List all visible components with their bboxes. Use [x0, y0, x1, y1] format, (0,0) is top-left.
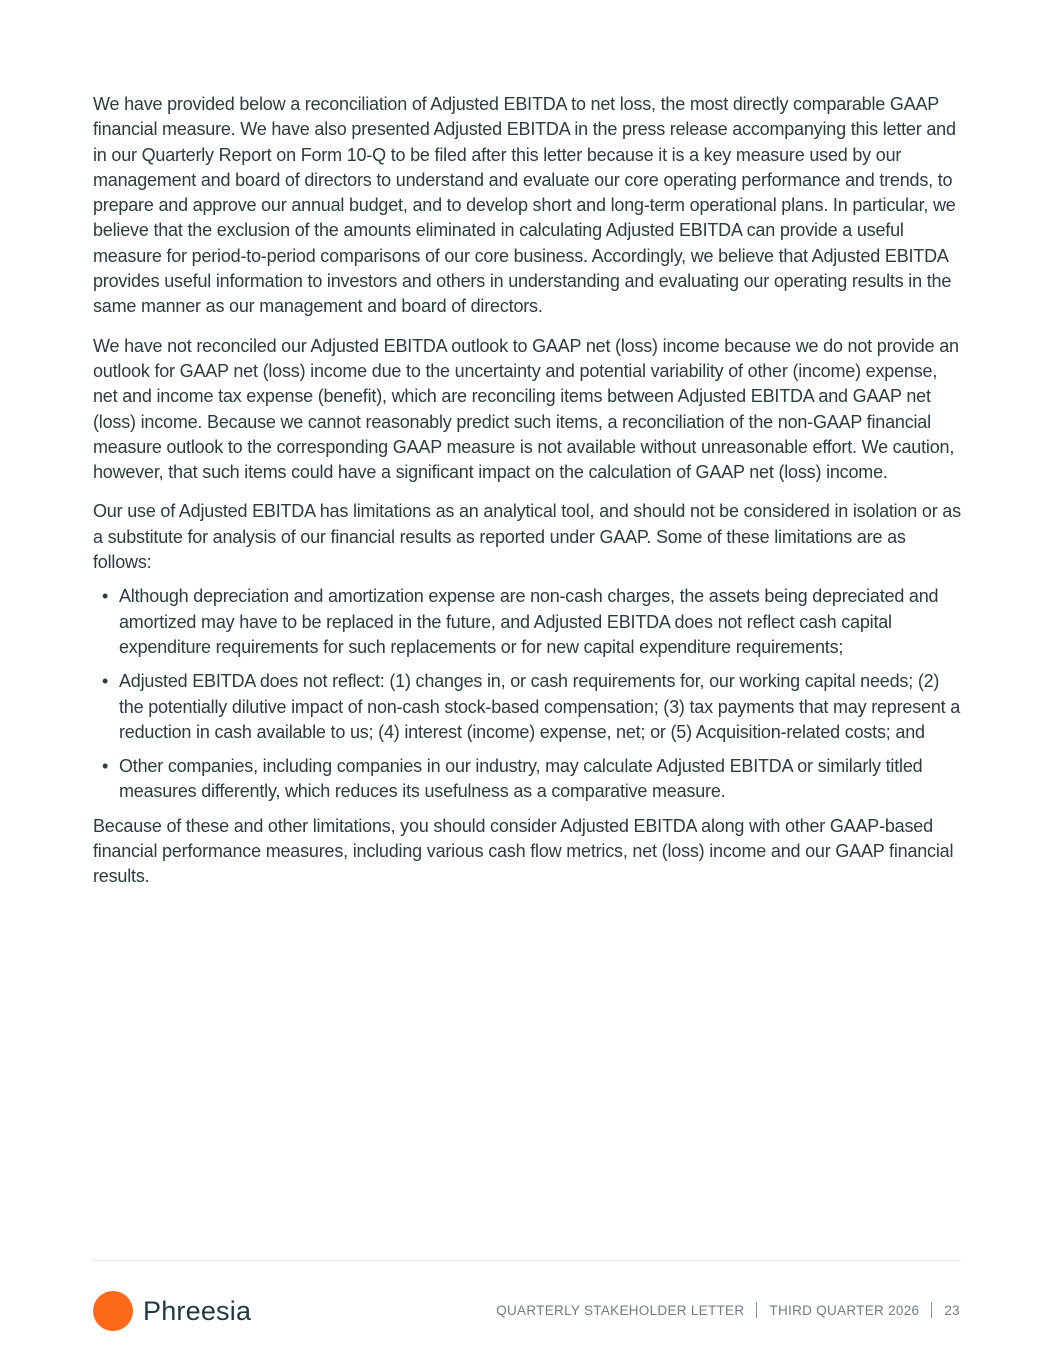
bullet-icon: • [102, 586, 109, 607]
list-item [93, 669, 961, 745]
logo-text: Phreesia [143, 1295, 252, 1326]
paragraph-conclusion: Because of these and other limitations, you should consider Adjusted EBITDA along with other GAAP-based financial performance measures, including various cash flow metrics, net (loss) income and our GAAP financial results. [93, 815, 954, 887]
bullet-icon: • [102, 671, 109, 692]
bullet-icon: • [102, 756, 109, 777]
list-item-text: Adjusted EBITDA does not reflect: (1) changes in, or cash requirements for, our working capital needs; (2) the potentially dilutive impact of non-cash stock-based compensation; (3) tax payments that may represent a reduction in cash available to us; (4) interest (income) expense, net; or (5) Acquisition-related costs; and [119, 671, 961, 742]
logo-circle-icon [93, 1291, 133, 1331]
paragraph-reconciliation: We have provided below a reconciliation of Adjusted EBITDA to net loss, the most directly comparable GAAP financial measure. We have also presented Adjusted EBITDA in the press release accompanying this letter and in our Quarterly Report on Form 10-Q to be filed after this letter because it is a key measure used by our management and board of directors to understand and evaluate our core operating performance and trends, to prepare and approve our annual budget, and to develop short and long-term operational plans. In particular, we believe that the exclusion of the amounts eliminated in calculating Adjusted EBITDA can provide a useful measure for period-to-period comparisons of our core business. Accordingly, we believe that Adjusted EBITDA provides useful information to investors and others in understanding and evaluating our operating results in the same manner as our management and board of directors. [93, 94, 956, 317]
list-item [93, 754, 961, 805]
list-item-text: Other companies, including companies in our industry, may calculate Adjusted EBITDA or similarly titled measures differently, which reduces its usefulness as a comparative measure. [119, 756, 923, 802]
limitations-list [93, 584, 961, 804]
list-item [93, 584, 961, 660]
main-content [93, 92, 961, 904]
footer-divider [93, 1260, 961, 1261]
paragraph-outlook: We have not reconciled our Adjusted EBITDA outlook to GAAP net (loss) income because we do not provide an outlook for GAAP net (loss) income due to the uncertainty and potential variability of other (income) expense, net and income tax expense (benefit), which are reconciling items between Adjusted EBITDA and GAAP net (loss) income. Because we cannot reasonably predict such items, a reconciliation of the non-GAAP financial measure outlook to the corresponding GAAP measure is not available without unreasonable effort. We caution, however, that such items could have a significant impact on the calculation of GAAP net (loss) income. [93, 335, 959, 483]
paragraph-limitations-intro: Our use of Adjusted EBITDA has limitations as an analytical tool, and should not be considered in isolation or as a substitute for analysis of our financial results as reported under GAAP. Some of these limitations are as follows: [93, 501, 961, 573]
list-item-text: Although depreciation and amortization expense are non-cash charges, the assets being depreciated and amortized may have to be replaced in the future, and Adjusted EBITDA does not reflect cash capital expenditure requirements for such replacements or for new capital expenditure requirements; [119, 586, 939, 657]
footer-separator [931, 1302, 932, 1318]
document-period: THIRD QUARTER 2026 [769, 1302, 920, 1318]
document-name: QUARTERLY STAKEHOLDER LETTER [496, 1302, 745, 1318]
footer-meta [496, 1302, 960, 1318]
footer-separator [756, 1302, 757, 1318]
phreesia-logo [93, 1290, 251, 1332]
page-number: 23 [944, 1302, 960, 1318]
